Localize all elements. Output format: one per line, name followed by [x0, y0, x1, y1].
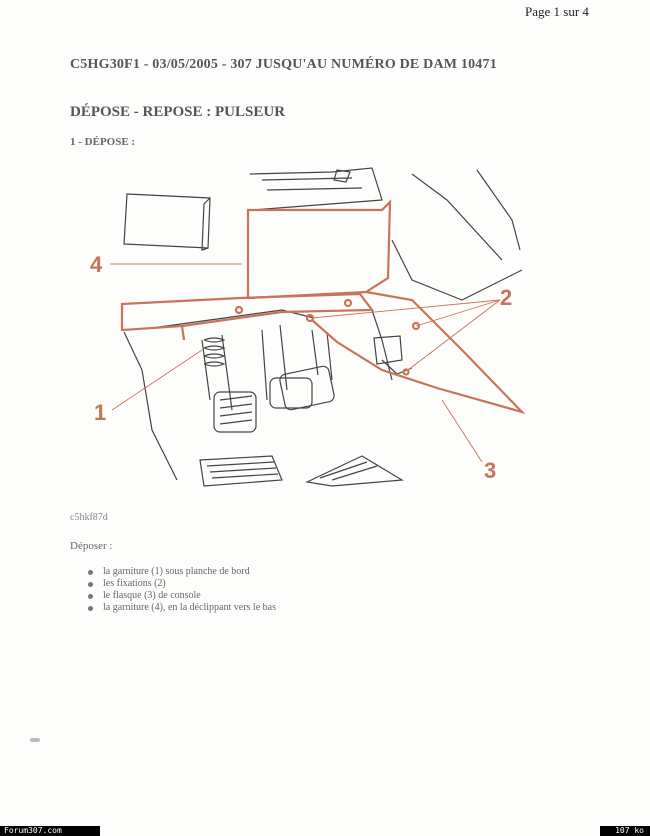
list-item: [88, 566, 276, 578]
floor-mat-left: [200, 456, 282, 486]
bullet-icon: [88, 594, 93, 599]
instruction-list: [88, 566, 276, 614]
bullet-icon: [88, 606, 93, 611]
fixation-screw-5: [404, 370, 409, 375]
leader-3: [442, 400, 482, 462]
floor-mat-right: [307, 456, 402, 486]
floor-mat-right-ribs: [320, 462, 377, 480]
list-item-text: la garniture (1) sous planche de bord: [103, 566, 250, 577]
callout-2: 2: [500, 285, 513, 310]
instruction-intro: Déposer :: [70, 540, 113, 552]
left-structure: [124, 332, 177, 480]
pedal-arm-mid: [262, 325, 287, 400]
page-number: Page 1 sur 4: [525, 4, 589, 19]
pedal-area-diagram: [82, 160, 542, 500]
list-item: [88, 602, 276, 614]
list-item-text: les fixations (2): [103, 578, 166, 589]
floor-mat-ribs: [207, 462, 278, 478]
list-item: [88, 590, 276, 602]
console-block: [374, 336, 402, 364]
fixation-screw-1: [236, 307, 242, 313]
bullet-icon: [88, 582, 93, 587]
page-title: DÉPOSE - REPOSE : PULSEUR: [70, 104, 286, 120]
callout-1: 1: [94, 400, 107, 425]
spring-coil: [204, 338, 224, 366]
list-item: [88, 578, 276, 590]
pad-ribs: [220, 396, 252, 424]
diagram-drawing: [82, 160, 542, 500]
callout-4: 4: [90, 252, 103, 277]
clutch-pad: [270, 378, 312, 408]
leader-1: [112, 350, 202, 410]
dash-small-part: [334, 170, 350, 182]
bullet-icon: [88, 570, 93, 575]
figure-code: c5hkf87d: [70, 512, 108, 523]
highlighted-parts: [122, 202, 522, 412]
part-4-outline: [248, 202, 390, 298]
document-reference: C5HG30F1 - 03/05/2005 - 307 JUSQU'AU NUMÉRO DE DAM 10471: [70, 57, 497, 72]
part-1-tab: [182, 326, 184, 340]
footer-site-label: Forum307.com: [0, 826, 100, 836]
leader-lines: [110, 264, 500, 462]
list-item-text: la garniture (4), en la déclippant vers le bas: [103, 602, 276, 613]
fixation-screw-3: [345, 300, 351, 306]
footer-size-label: 107 ko: [600, 826, 650, 836]
section-label: 1 - DÉPOSE :: [70, 136, 136, 148]
list-item-text: le flasque (3) de console: [103, 590, 201, 601]
callout-3: 3: [484, 458, 497, 483]
scan-artifact: [30, 738, 40, 742]
side-panel-line-2: [477, 170, 520, 250]
glovebox-outline: [124, 194, 210, 248]
part-1-outline: [122, 294, 372, 330]
